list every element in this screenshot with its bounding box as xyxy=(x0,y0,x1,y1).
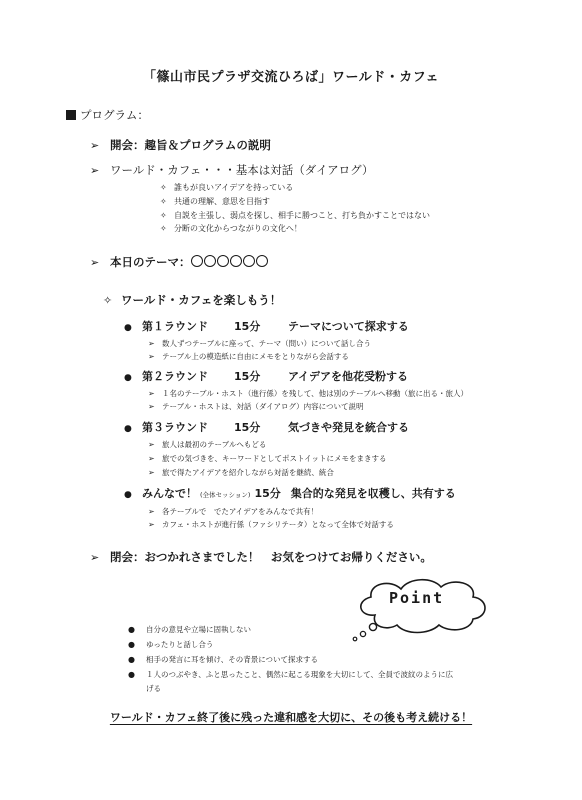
page-title: 「篠山市民プラザ交流ひろば」ワールド・カフェ xyxy=(142,70,440,85)
round-label: みんなで！ xyxy=(142,487,197,500)
point-text: 相手の発言に耳を傾け、その背景について探求する xyxy=(146,655,319,664)
round-label: 第３ラウンド xyxy=(142,421,208,434)
closing-item xyxy=(90,549,432,565)
placeholder-circle-icon xyxy=(191,255,203,267)
placeholder-circle-icon xyxy=(230,255,242,267)
arrowhead-icon: ➢ xyxy=(148,339,155,348)
bullet-dot-icon: ● xyxy=(128,640,135,649)
round-row xyxy=(124,419,409,435)
principle-text: 分断の文化からつながりの文化へ！ xyxy=(174,224,302,233)
round-note xyxy=(148,401,364,412)
bullet-dot-icon: ● xyxy=(124,424,132,434)
footer-message: ワールド・カフェ終了後に残った違和感を大切に、その後も考え続ける！ xyxy=(109,711,473,724)
point-text: １人のつぶやき、ふと思ったこと、偶然に起こる現象を大切にして、全員で波紋のように広 xyxy=(146,670,454,679)
arrowhead-icon: ➢ xyxy=(148,440,155,449)
theme-placeholder-circles xyxy=(191,255,269,269)
round-note xyxy=(148,439,266,450)
arrowhead-icon: ➢ xyxy=(148,507,155,516)
arrowhead-icon: ➢ xyxy=(90,139,100,152)
diamond-icon: ✧ xyxy=(160,211,167,220)
arrowhead-icon: ➢ xyxy=(90,551,100,564)
session-note: (全体セッション) xyxy=(200,491,251,499)
arrowhead-icon: ➢ xyxy=(148,454,155,463)
round-topic: アイデアを他花受粉する xyxy=(288,370,409,383)
program-heading-label: プログラム： xyxy=(80,108,149,122)
diamond-icon: ✧ xyxy=(103,294,113,307)
bullet-dot-icon: ● xyxy=(128,670,135,679)
round-note xyxy=(148,338,371,349)
bullet-dot-icon: ● xyxy=(128,655,135,664)
enjoy-item xyxy=(103,292,281,308)
round-label: 第１ラウンド xyxy=(142,320,208,333)
theme-item xyxy=(90,254,269,270)
note-text: 数人ずつテーブルに座って、テーマ（問い）について話し合う xyxy=(162,339,372,348)
round-row xyxy=(124,485,456,501)
arrowhead-icon: ➢ xyxy=(148,389,155,398)
arrowhead-icon: ➢ xyxy=(148,520,155,529)
round-label: 第２ラウンド xyxy=(142,370,208,383)
placeholder-circle-icon xyxy=(217,255,229,267)
point-continuation: げる xyxy=(146,684,161,693)
placeholder-circle-icon xyxy=(204,255,216,267)
round-note xyxy=(148,388,468,399)
arrowhead-icon: ➢ xyxy=(148,402,155,411)
principle-text: 誰もが良いアイデアを持っている xyxy=(174,183,294,192)
arrowhead-icon: ➢ xyxy=(148,468,155,477)
point-text: ゆったりと話し合う xyxy=(146,640,214,649)
program-heading xyxy=(66,107,149,123)
point-item xyxy=(128,669,453,680)
bullet-dot-icon: ● xyxy=(124,490,132,500)
note-text: 旅で得たアイデアを紹介しながら対話を継続、統合 xyxy=(162,468,334,477)
point-text: 自分の意見や立場に固執しない xyxy=(146,625,251,634)
round-topic: 集合的な発見を収穫し、共有する xyxy=(290,487,456,500)
round-time: 15分 xyxy=(254,487,281,500)
arrowhead-icon: ➢ xyxy=(90,256,100,269)
arrowhead-icon: ➢ xyxy=(148,352,155,361)
round-time: 15分 xyxy=(234,370,261,383)
note-text: 各テーブルで でたアイデアをみんなで共有！ xyxy=(162,507,319,516)
point-label: Point xyxy=(389,589,445,607)
diamond-icon: ✧ xyxy=(160,224,167,233)
note-text: １名のテーブル・ホスト（進行係）を残して、他は別のテーブルへ移動（旅に出る・旅人） xyxy=(162,389,468,398)
round-topic: テーマについて探求する xyxy=(288,320,409,333)
point-item xyxy=(128,654,318,665)
round-note xyxy=(148,351,349,362)
note-text: 旅人は最初のテーブルへもどる xyxy=(162,440,267,449)
round-time: 15分 xyxy=(234,320,261,333)
principle-item xyxy=(160,223,302,234)
principle-item xyxy=(160,210,430,221)
note-text: カフェ・ホストが進行係（ファシリテータ）となって全体で対話する xyxy=(162,520,394,529)
enjoy-label: ワールド・カフェを楽しもう！ xyxy=(121,293,282,307)
diamond-icon: ✧ xyxy=(160,183,167,192)
arrowhead-icon: ➢ xyxy=(90,164,100,177)
bullet-dot-icon: ● xyxy=(124,373,132,383)
world-cafe-label: ワールド・カフェ・・・基本は対話（ダイアログ） xyxy=(110,163,374,177)
round-row xyxy=(124,368,408,384)
principle-item xyxy=(160,196,270,207)
cloud-icon xyxy=(345,575,495,643)
placeholder-circle-icon xyxy=(243,255,255,267)
diamond-icon: ✧ xyxy=(160,197,167,206)
round-note xyxy=(148,519,394,530)
theme-label: 本日のテーマ： xyxy=(110,255,191,269)
round-note xyxy=(148,467,334,478)
world-cafe-item xyxy=(90,162,373,178)
note-text: 旅での気づきを、キーワードとしてポストイットにメモをまきする xyxy=(162,454,387,463)
point-cloud xyxy=(345,575,495,643)
principle-text: 自説を主張し、弱点を探し、相手に勝つこと、打ち負かすことではない xyxy=(174,211,430,220)
round-row xyxy=(124,318,409,334)
note-text: テーブル・ホストは、対話（ダイアログ）内容について説明 xyxy=(162,402,364,411)
opening-label: 開会：趣旨＆プログラムの説明 xyxy=(110,138,271,152)
round-topic: 気づきや発見を統合する xyxy=(288,421,409,434)
round-note xyxy=(148,453,386,464)
principle-item xyxy=(160,182,293,193)
round-time: 15分 xyxy=(234,421,261,434)
round-note xyxy=(148,506,318,517)
bullet-dot-icon: ● xyxy=(124,323,132,333)
principle-text: 共通の理解、意思を目指す xyxy=(174,197,270,206)
square-bullet-icon xyxy=(66,110,76,120)
note-text: テーブル上の模造紙に自由にメモをとりながら会話する xyxy=(162,352,349,361)
point-item xyxy=(128,639,213,650)
opening-item xyxy=(90,137,271,153)
bullet-dot-icon: ● xyxy=(128,625,135,634)
placeholder-circle-icon xyxy=(256,255,268,267)
closing-label: 閉会：おつかれさまでした！ お気をつけてお帰りください。 xyxy=(110,550,432,564)
point-item xyxy=(128,624,251,635)
